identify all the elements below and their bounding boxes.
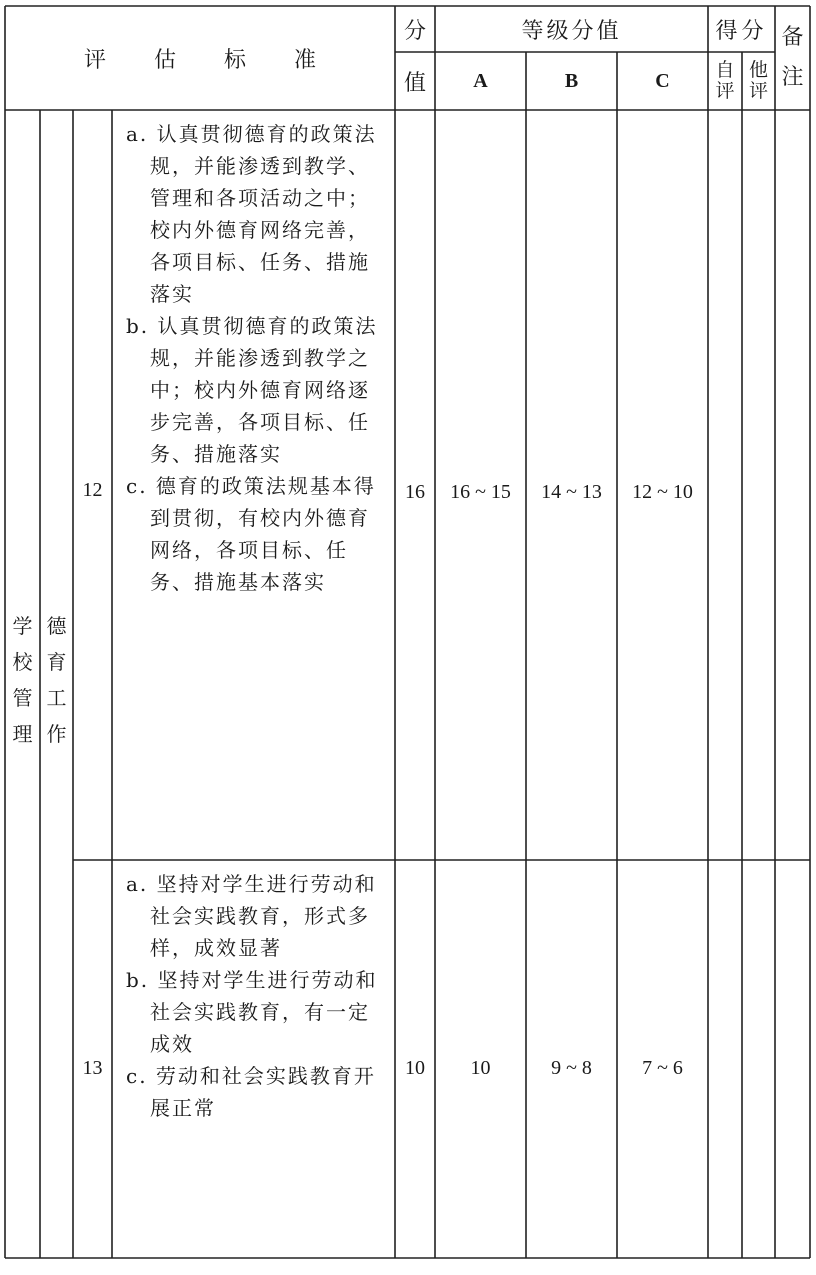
row-number: 12	[82, 478, 103, 501]
criterion-b: b. 认真贯彻德育的政策法规，并能渗透到教学之中；校内外德育网络逐步完善，各项目标、任务、措施落实	[126, 314, 378, 466]
score-value: 10	[405, 1056, 425, 1079]
grade-b-header: B	[564, 69, 579, 92]
grade-c-value: 7 ~ 6	[642, 1056, 683, 1079]
grade-a-value: 16 ~ 15	[450, 480, 511, 503]
self-eval-header: 自评	[715, 59, 735, 102]
category-label: 学校管理	[12, 614, 33, 746]
criterion-c: c. 德育的政策法规基本得到贯彻，有校内外德育网络，各项目标、任务、措施基本落实	[126, 474, 376, 594]
criterion-c: c. 劳动和社会实践教育开展正常	[126, 1064, 376, 1120]
grade-a-header: A	[473, 69, 488, 92]
row-criteria	[126, 118, 384, 598]
obtained-score-header: 得分	[715, 18, 768, 44]
grade-b-value: 14 ~ 13	[541, 480, 602, 503]
criterion-a: a. 坚持对学生进行劳动和社会实践教育，形式多样，成效显著	[126, 872, 377, 960]
criterion-b: b. 坚持对学生进行劳动和社会实践教育，有一定成效	[126, 968, 378, 1056]
remarks-header: 备注	[781, 25, 804, 90]
criteria-header: 评估标准	[83, 47, 364, 73]
other-eval-header: 他评	[749, 59, 769, 102]
grade-a-value: 10	[470, 1056, 491, 1079]
subcategory-label: 德育工作	[46, 614, 67, 746]
score-header-top: 分	[403, 18, 426, 44]
grade-b-value: 9 ~ 8	[551, 1056, 592, 1079]
score-header-bottom: 值	[403, 70, 426, 96]
grade-values-header: 等级分值	[521, 18, 622, 44]
score-value: 16	[405, 480, 425, 503]
criterion-a: a. 认真贯彻德育的政策法规，并能渗透到教学、管理和各项活动之中；校内外德育网络完善，各项目标、任务、措施落实	[126, 122, 377, 306]
grade-c-header: C	[655, 69, 670, 92]
grade-c-value: 12 ~ 10	[632, 480, 693, 503]
row-number: 13	[82, 1056, 103, 1079]
row-criteria	[126, 868, 384, 1124]
